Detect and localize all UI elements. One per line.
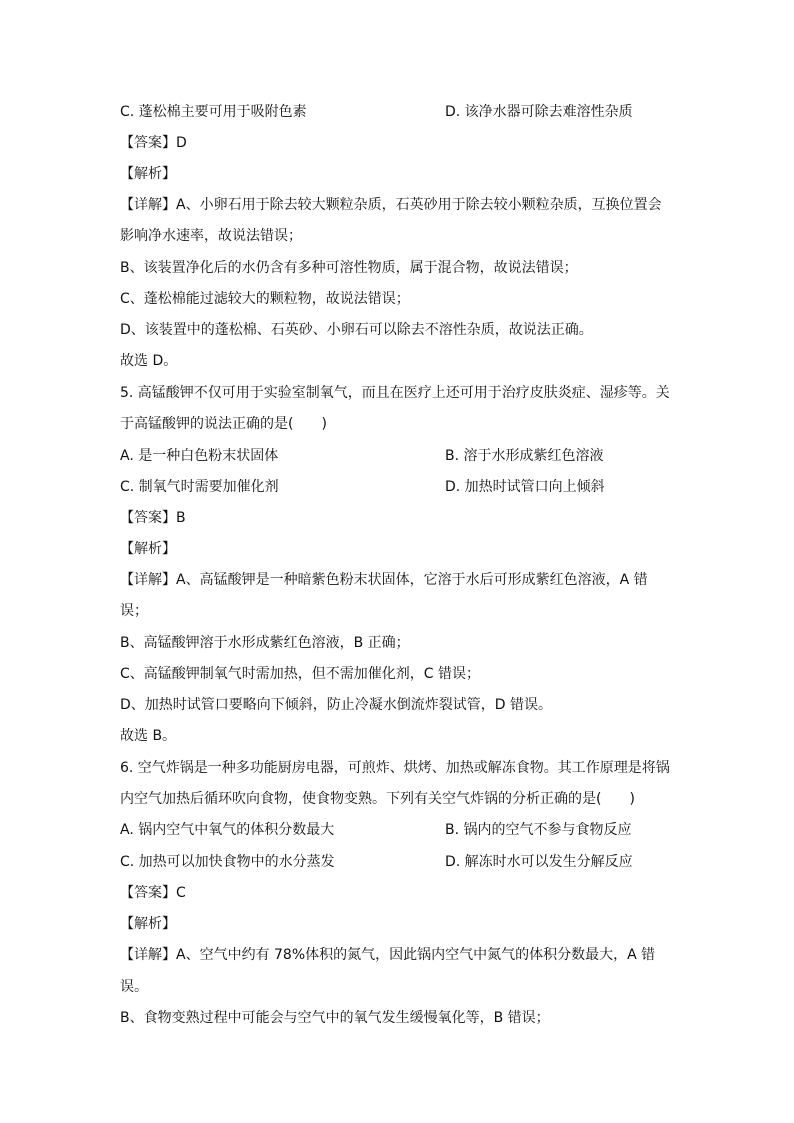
q6-answer: 【答案】C bbox=[120, 885, 186, 901]
q6-detail-2: B、食物变熟过程中可能会与空气中的氧气发生缓慢氧化等，B 错误； bbox=[120, 1010, 550, 1026]
q5-analysis-label: 【解析】 bbox=[120, 541, 176, 557]
q5-conclusion: 故选 B。 bbox=[120, 728, 177, 744]
q5-option-d: D. 加热时试管口向上倾斜 bbox=[445, 479, 605, 495]
q4-answer: 【答案】D bbox=[120, 135, 187, 151]
q4-option-c: C. 蓬松棉主要可用于吸附色素 bbox=[120, 104, 307, 120]
q6-detail-1: 【详解】A、空气中约有 78%体积的氮气，因此锅内空气中氮气的体积分数最大，A 错 bbox=[120, 947, 656, 963]
q4-detail-2: B、该装置净化后的水仍含有多种可溶性物质，属于混合物，故说法错误； bbox=[120, 260, 578, 276]
q5-detail-3: C、高锰酸钾制氧气时需加热，但不需加催化剂，C 错误； bbox=[120, 666, 480, 682]
q5-detail-4: D、加热时试管口要略向下倾斜，防止冷凝水倒流炸裂试管，D 错误。 bbox=[120, 697, 553, 713]
q5-stem-2: 于高锰酸钾的说法正确的是( ) bbox=[120, 416, 327, 432]
q4-conclusion: 故选 D。 bbox=[120, 353, 178, 369]
q5-stem-1: 5. 高锰酸钾不仅可用于实验室制氧气，而且在医疗上还可用于治疗皮肤炎症、湿疹等。关 bbox=[120, 385, 670, 401]
q5-option-c: C. 制氧气时需要加催化剂 bbox=[120, 479, 279, 495]
q6-option-d: D. 解冻时水可以发生分解反应 bbox=[445, 854, 633, 870]
q4-analysis-label: 【解析】 bbox=[120, 166, 176, 182]
q5-detail-2: B、高锰酸钾溶于水形成紫红色溶液，B 正确； bbox=[120, 635, 410, 651]
q5-option-b: B. 溶于水形成紫红色溶液 bbox=[445, 448, 604, 464]
q4-detail-4: D、该装置中的蓬松棉、石英砂、小卵石可以除去不溶性杂质，故说法正确。 bbox=[120, 322, 593, 338]
q6-option-c: C. 加热可以加快食物中的水分蒸发 bbox=[120, 854, 335, 870]
q4-option-d: D. 该净水器可除去难溶性杂质 bbox=[445, 104, 633, 120]
q6-option-a: A. 锅内空气中氧气的体积分数最大 bbox=[120, 822, 335, 838]
q4-detail-1: 【详解】A、小卵石用于除去较大颗粒杂质，石英砂用于除去较小颗粒杂质，互换位置会 bbox=[120, 197, 662, 213]
q6-stem-1: 6. 空气炸锅是一种多功能厨房电器，可煎炸、烘烤、加热或解冻食物。其工作原理是将锅 bbox=[120, 760, 670, 776]
q5-option-a: A. 是一种白色粉末状固体 bbox=[120, 448, 279, 464]
q5-detail-1: 【详解】A、高锰酸钾是一种暗紫色粉末状固体，它溶于水后可形成紫红色溶液，A 错 bbox=[120, 572, 648, 588]
q6-detail-1b: 误。 bbox=[120, 979, 148, 995]
q4-detail-3: C、蓬松棉能过滤较大的颗粒物，故说法错误； bbox=[120, 291, 410, 307]
q6-stem-2: 内空气加热后循环吹向食物，使食物变熟。下列有关空气炸锅的分析正确的是( ) bbox=[120, 791, 635, 807]
q5-detail-1b: 误； bbox=[120, 603, 148, 619]
q5-answer: 【答案】B bbox=[120, 510, 186, 526]
q6-analysis-label: 【解析】 bbox=[120, 916, 176, 932]
q6-option-b: B. 锅内的空气不参与食物反应 bbox=[445, 822, 632, 838]
q4-detail-1b: 影响净水速率，故说法错误； bbox=[120, 228, 302, 244]
